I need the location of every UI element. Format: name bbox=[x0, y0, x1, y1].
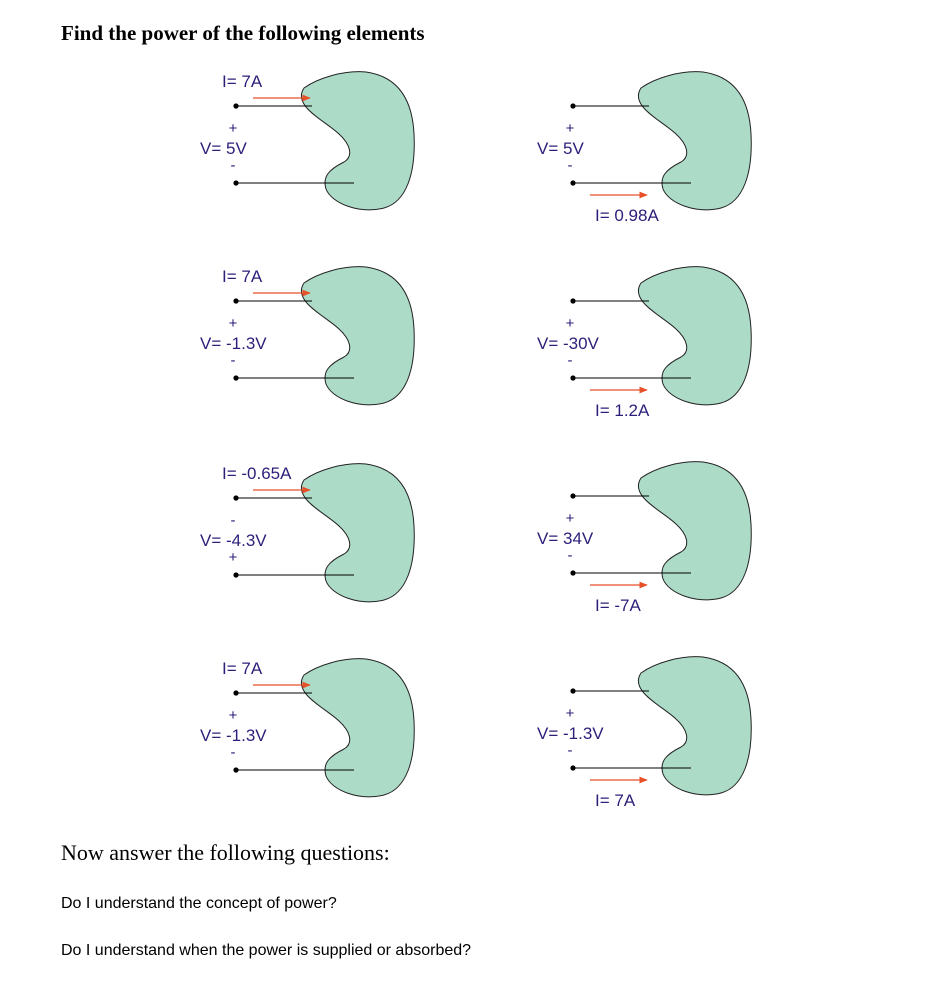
current-label: I= 7A bbox=[595, 791, 636, 810]
top-polarity-sign: + bbox=[228, 707, 238, 724]
bottom-polarity-sign: - bbox=[230, 157, 236, 174]
bottom-terminal bbox=[233, 572, 238, 577]
bottom-terminal bbox=[570, 180, 575, 185]
bottom-terminal bbox=[570, 375, 575, 380]
current-label: I= 7A bbox=[222, 267, 263, 286]
top-polarity-sign: + bbox=[565, 510, 575, 527]
current-label: I= 7A bbox=[222, 72, 263, 91]
top-polarity-sign: + bbox=[228, 120, 238, 137]
top-polarity-sign: - bbox=[230, 512, 236, 529]
bottom-polarity-sign: - bbox=[567, 742, 573, 759]
bottom-terminal bbox=[233, 180, 238, 185]
bottom-polarity-sign: + bbox=[228, 549, 238, 566]
top-terminal bbox=[570, 103, 575, 108]
top-polarity-sign: + bbox=[565, 705, 575, 722]
bottom-polarity-sign: - bbox=[230, 352, 236, 369]
element-blob bbox=[301, 659, 414, 797]
question-supplied-absorbed: Do I understand when the power is supplied or absorbed? bbox=[61, 942, 472, 959]
page-title: Find the power of the following elements bbox=[61, 21, 425, 45]
top-terminal bbox=[570, 688, 575, 693]
circuit-element-1 bbox=[200, 72, 414, 210]
circuit-element-3 bbox=[200, 267, 414, 405]
circuit-element-6 bbox=[537, 462, 751, 615]
circuit-element-4 bbox=[537, 267, 751, 420]
voltage-label: V= -1.3V bbox=[200, 334, 267, 353]
voltage-label: V= 5V bbox=[537, 139, 584, 158]
voltage-label: V= -4.3V bbox=[200, 531, 267, 550]
top-terminal bbox=[233, 103, 238, 108]
circuit-element-8 bbox=[537, 657, 751, 810]
question-power-concept: Do I understand the concept of power? bbox=[61, 895, 337, 912]
top-terminal bbox=[233, 298, 238, 303]
top-polarity-sign: + bbox=[565, 315, 575, 332]
element-blob bbox=[638, 72, 751, 210]
current-label: I= -0.65A bbox=[222, 464, 292, 483]
bottom-polarity-sign: - bbox=[567, 157, 573, 174]
top-terminal bbox=[233, 690, 238, 695]
bottom-terminal bbox=[233, 375, 238, 380]
top-terminal bbox=[570, 298, 575, 303]
voltage-label: V= -1.3V bbox=[537, 724, 604, 743]
element-blob bbox=[301, 464, 414, 602]
circuit-element-2 bbox=[537, 72, 751, 225]
element-blob bbox=[638, 462, 751, 600]
element-blob bbox=[638, 657, 751, 795]
current-label: I= 0.98A bbox=[595, 206, 659, 225]
bottom-terminal bbox=[570, 570, 575, 575]
questions-heading: Now answer the following questions: bbox=[61, 840, 390, 865]
bottom-terminal bbox=[570, 765, 575, 770]
top-terminal bbox=[570, 493, 575, 498]
voltage-label: V= -30V bbox=[537, 334, 599, 353]
current-label: I= 1.2A bbox=[595, 401, 650, 420]
bottom-polarity-sign: - bbox=[567, 352, 573, 369]
voltage-label: V= 5V bbox=[200, 139, 247, 158]
voltage-label: V= -1.3V bbox=[200, 726, 267, 745]
voltage-label: V= 34V bbox=[537, 529, 594, 548]
top-polarity-sign: + bbox=[228, 315, 238, 332]
current-label: I= -7A bbox=[595, 596, 641, 615]
element-blob bbox=[301, 267, 414, 405]
element-blob bbox=[301, 72, 414, 210]
element-blob bbox=[638, 267, 751, 405]
top-polarity-sign: + bbox=[565, 120, 575, 137]
circuit-element-5 bbox=[200, 464, 414, 602]
circuit-element-7 bbox=[200, 659, 414, 797]
bottom-polarity-sign: - bbox=[567, 547, 573, 564]
current-label: I= 7A bbox=[222, 659, 263, 678]
bottom-terminal bbox=[233, 767, 238, 772]
top-terminal bbox=[233, 495, 238, 500]
bottom-polarity-sign: - bbox=[230, 744, 236, 761]
